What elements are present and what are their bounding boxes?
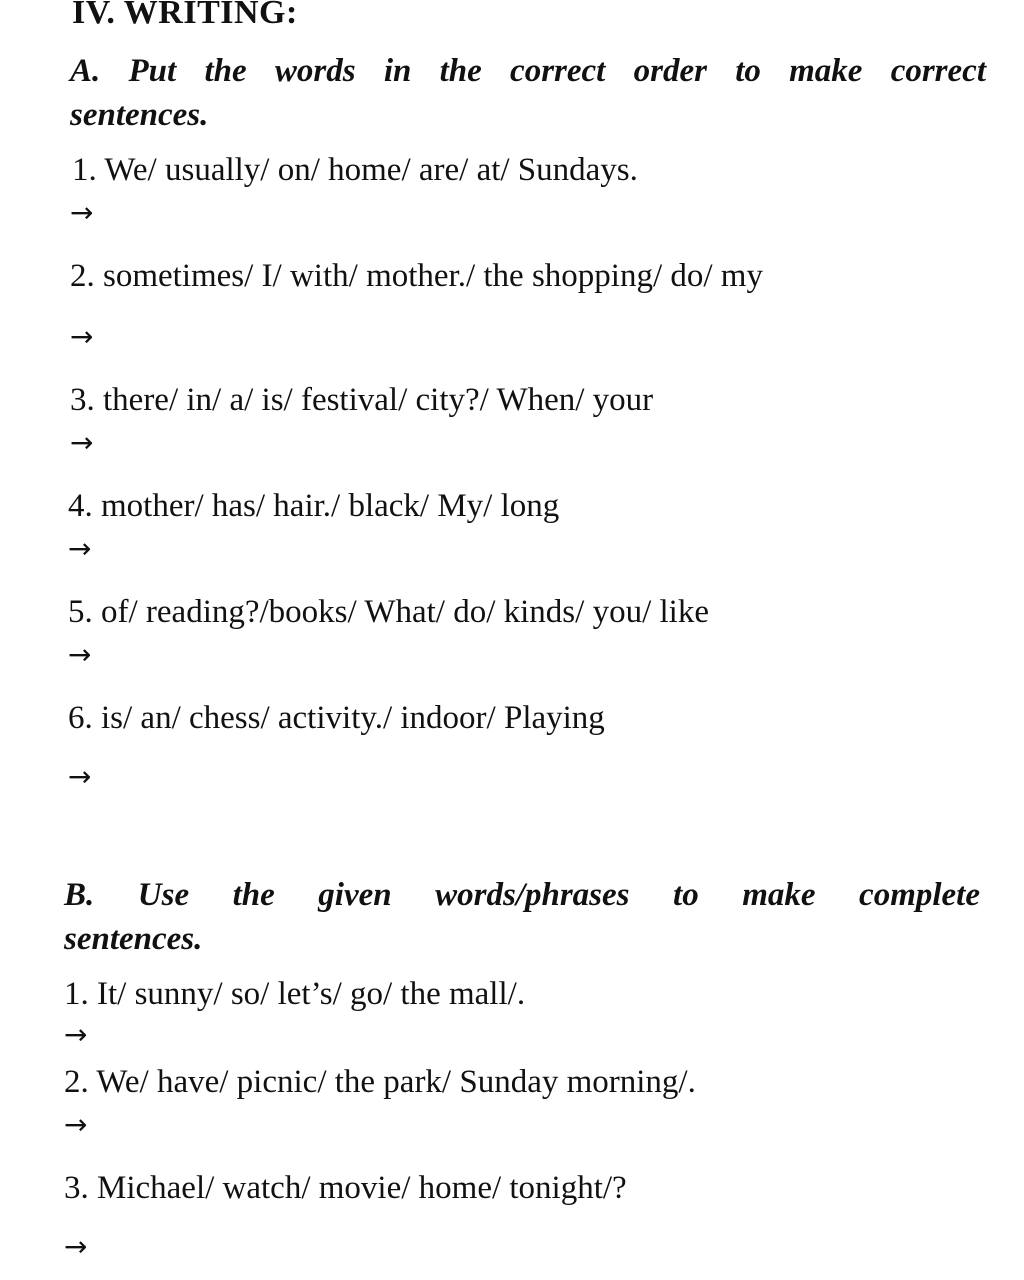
answer-arrow-a1: →	[70, 196, 94, 229]
answer-arrow-b1: →	[64, 1018, 88, 1051]
section-title: IV. WRITING:	[72, 0, 298, 31]
answer-arrow-b2: →	[64, 1108, 88, 1141]
answer-arrow-b3: →	[64, 1230, 88, 1263]
part-b-item-1: 1. It/ sunny/ so/ let’s/ go/ the mall/.	[64, 976, 526, 1012]
answer-arrow-a6: →	[68, 760, 92, 793]
part-a-item-4: 4. mother/ has/ hair./ black/ My/ long	[68, 488, 560, 524]
part-a-item-5: 5. of/ reading?/books/ What/ do/ kinds/ you/ like	[68, 594, 709, 630]
answer-arrow-a5: →	[68, 638, 92, 671]
part-a-item-2: 2. sometimes/ I/ with/ mother./ the shopping/ do/ my	[70, 258, 763, 294]
part-b-item-2: 2. We/ have/ picnic/ the park/ Sunday morning/.	[64, 1064, 696, 1100]
part-a-item-6: 6. is/ an/ chess/ activity./ indoor/ Playing	[68, 700, 605, 736]
part-a-item-1: 1. We/ usually/ on/ home/ are/ at/ Sundays.	[72, 152, 638, 188]
answer-arrow-a3: →	[70, 426, 94, 459]
part-b-item-3: 3. Michael/ watch/ movie/ home/ tonight/?	[64, 1170, 627, 1206]
part-b-instruction-line2: sentences.	[64, 921, 203, 957]
answer-arrow-a2: →	[70, 320, 94, 353]
part-a-item-3: 3. there/ in/ a/ is/ festival/ city?/ When/ your	[70, 382, 654, 418]
part-b-instruction-line1: B. Use the given words/phrases to make complete	[64, 877, 980, 913]
answer-arrow-a4: →	[68, 532, 92, 565]
part-a-instruction-line2: sentences.	[70, 97, 209, 133]
part-a-instruction-line1: A. Put the words in the correct order to make correct	[70, 53, 986, 89]
